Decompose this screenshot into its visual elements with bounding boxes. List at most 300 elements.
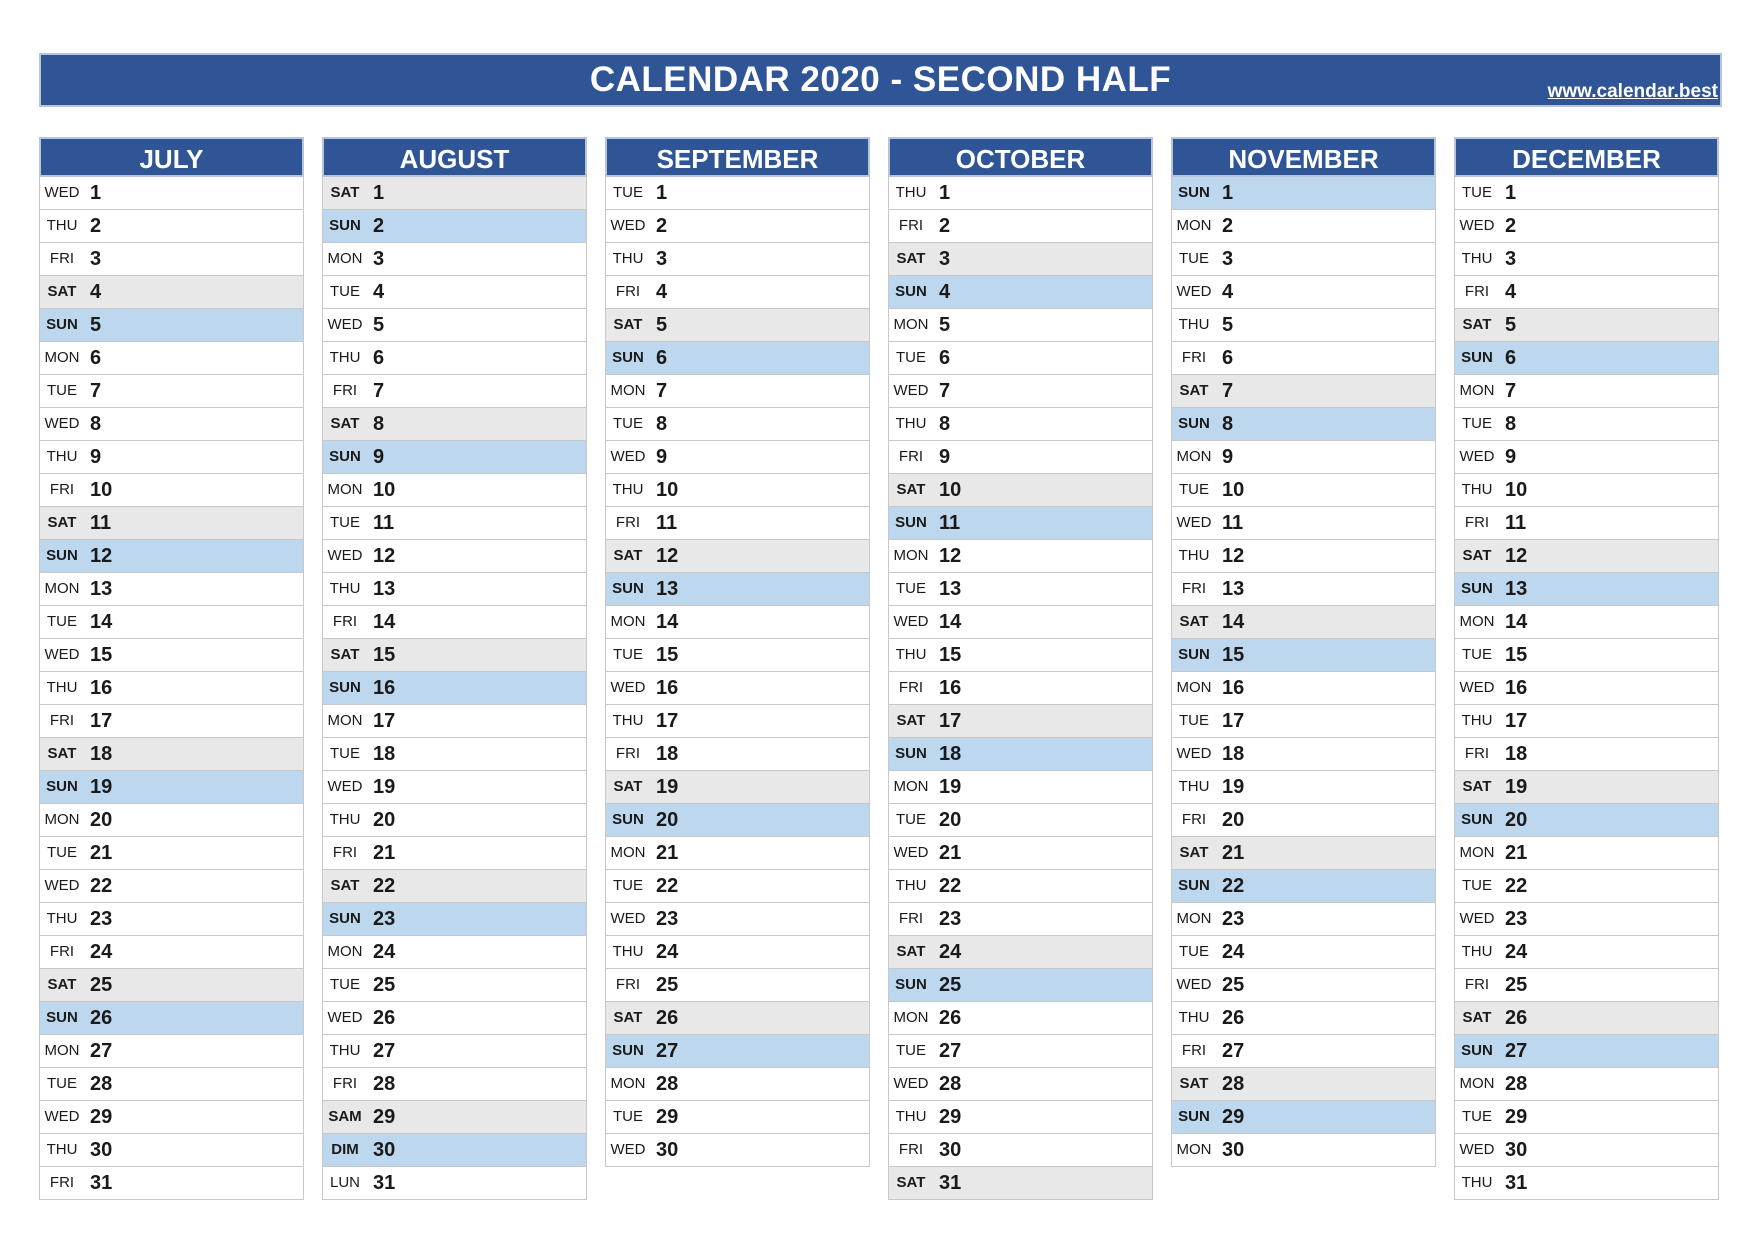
day-number: 7 [1505, 380, 1517, 402]
month-column [39, 137, 304, 1200]
page-title-bar [39, 53, 1722, 107]
weekday-label: WED [1176, 283, 1212, 300]
day-number: 10 [939, 479, 962, 501]
weekday-label: FRI [1181, 580, 1207, 597]
day-row [322, 969, 587, 1002]
day-row [322, 276, 587, 309]
weekday-label: WED [1176, 514, 1212, 531]
day-number: 21 [1505, 842, 1528, 864]
day-number: 18 [373, 743, 396, 765]
page-title: CALENDAR 2020 - SECOND HALF [589, 60, 1172, 99]
day-number: 3 [1505, 248, 1517, 270]
day-number: 12 [939, 545, 962, 567]
day-number: 18 [90, 743, 113, 765]
weekday-label: WED [1459, 217, 1495, 234]
weekday-label: TUE [1179, 943, 1209, 960]
day-row [1171, 375, 1436, 408]
day-row [605, 342, 870, 375]
weekday-label: FRI [898, 1141, 924, 1158]
weekday-label: WED [327, 316, 363, 333]
day-number: 18 [656, 743, 679, 765]
weekday-label: SUN [46, 316, 78, 333]
weekday-label: SUN [329, 910, 361, 927]
weekday-label: FRI [1181, 811, 1207, 828]
weekday-label: THU [1178, 1009, 1210, 1026]
weekday-label: SAT [1462, 547, 1492, 564]
day-row [39, 474, 304, 507]
day-number: 5 [90, 314, 102, 336]
day-number: 2 [656, 215, 668, 237]
day-row [605, 408, 870, 441]
day-row [1171, 1002, 1436, 1035]
day-number: 17 [90, 710, 113, 732]
day-row [1171, 507, 1436, 540]
weekday-label: THU [46, 1141, 78, 1158]
day-number: 18 [1222, 743, 1245, 765]
day-row [1454, 837, 1719, 870]
day-row [605, 441, 870, 474]
weekday-label: SAT [613, 1009, 643, 1026]
day-number: 2 [939, 215, 951, 237]
day-row [1171, 738, 1436, 771]
day-row [1171, 573, 1436, 606]
weekday-label: WED [44, 877, 80, 894]
weekday-label: THU [1178, 547, 1210, 564]
day-row [39, 1035, 304, 1068]
day-row [1454, 375, 1719, 408]
day-number: 7 [939, 380, 951, 402]
weekday-label: THU [1461, 1174, 1493, 1191]
day-row [1454, 639, 1719, 672]
weekday-label: MON [610, 613, 646, 630]
day-number: 22 [1222, 875, 1245, 897]
weekday-label: THU [1461, 250, 1493, 267]
day-number: 24 [90, 941, 113, 963]
day-number: 10 [656, 479, 679, 501]
day-row [605, 177, 870, 210]
day-row [888, 672, 1153, 705]
day-number: 9 [90, 446, 102, 468]
day-number: 28 [90, 1073, 113, 1095]
weekday-label: MON [610, 382, 646, 399]
day-number: 5 [373, 314, 385, 336]
day-number: 28 [373, 1073, 396, 1095]
day-number: 29 [373, 1106, 396, 1128]
day-row [888, 507, 1153, 540]
day-row [1171, 276, 1436, 309]
day-number: 29 [939, 1106, 962, 1128]
day-row [322, 474, 587, 507]
day-row [1454, 342, 1719, 375]
day-number: 3 [939, 248, 951, 270]
day-number: 5 [1505, 314, 1517, 336]
day-row [888, 606, 1153, 639]
weekday-label: WED [1459, 679, 1495, 696]
day-number: 25 [90, 974, 113, 996]
weekday-label: MON [327, 481, 363, 498]
weekday-label: FRI [332, 1075, 358, 1092]
weekday-label: THU [46, 910, 78, 927]
weekday-label: TUE [330, 976, 360, 993]
weekday-label: TUE [1179, 250, 1209, 267]
day-number: 21 [373, 842, 396, 864]
weekday-label: SAT [1462, 316, 1492, 333]
weekday-label: TUE [613, 1108, 643, 1125]
day-number: 29 [1505, 1106, 1528, 1128]
day-number: 7 [373, 380, 385, 402]
day-row [322, 672, 587, 705]
day-number: 20 [1505, 809, 1528, 831]
weekday-label: FRI [49, 250, 75, 267]
day-number: 4 [90, 281, 102, 303]
day-number: 13 [373, 578, 396, 600]
day-number: 13 [939, 578, 962, 600]
day-number: 5 [939, 314, 951, 336]
weekday-label: WED [893, 844, 929, 861]
month-column [1454, 137, 1719, 1200]
day-number: 27 [1505, 1040, 1528, 1062]
weekday-label: WED [610, 1141, 646, 1158]
day-number: 16 [939, 677, 962, 699]
weekday-label: MON [44, 580, 80, 597]
weekday-label: FRI [1464, 514, 1490, 531]
day-number: 23 [90, 908, 113, 930]
day-row [605, 276, 870, 309]
day-row [322, 342, 587, 375]
day-number: 6 [939, 347, 951, 369]
day-number: 12 [656, 545, 679, 567]
day-number: 25 [1222, 974, 1245, 996]
weekday-label: THU [1461, 712, 1493, 729]
day-number: 5 [656, 314, 668, 336]
day-row [605, 1134, 870, 1167]
weekday-label: SUN [329, 217, 361, 234]
day-row [605, 243, 870, 276]
day-number: 9 [656, 446, 668, 468]
weekday-label: WED [44, 1108, 80, 1125]
day-row [605, 969, 870, 1002]
weekday-label: SAT [1179, 844, 1209, 861]
weekday-label: WED [1459, 448, 1495, 465]
weekday-label: THU [895, 415, 927, 432]
weekday-label: MON [327, 943, 363, 960]
weekday-label: SUN [612, 1042, 644, 1059]
weekday-label: FRI [49, 481, 75, 498]
weekday-label: SAT [613, 316, 643, 333]
day-row [1454, 507, 1719, 540]
day-number: 13 [90, 578, 113, 600]
weekday-label: SUN [1178, 415, 1210, 432]
day-row [605, 210, 870, 243]
day-row [1171, 177, 1436, 210]
day-number: 1 [1222, 182, 1234, 204]
day-row [39, 309, 304, 342]
month-header: DECEMBER [1454, 137, 1719, 177]
day-number: 26 [1222, 1007, 1245, 1029]
day-number: 26 [939, 1007, 962, 1029]
day-number: 7 [656, 380, 668, 402]
weekday-label: WED [327, 1009, 363, 1026]
weekday-label: WED [610, 448, 646, 465]
day-row [605, 573, 870, 606]
day-row [1454, 1134, 1719, 1167]
day-number: 3 [1222, 248, 1234, 270]
weekday-label: SUN [329, 448, 361, 465]
day-row [39, 210, 304, 243]
day-row [888, 243, 1153, 276]
weekday-label: THU [895, 646, 927, 663]
weekday-label: SUN [895, 283, 927, 300]
day-number: 10 [373, 479, 396, 501]
day-row [1454, 1167, 1719, 1200]
day-number: 11 [90, 512, 112, 534]
weekday-label: FRI [898, 448, 924, 465]
day-row [605, 1101, 870, 1134]
day-row [1454, 606, 1719, 639]
weekday-label: SUN [46, 1009, 78, 1026]
day-row [605, 540, 870, 573]
weekday-label: SAT [47, 976, 77, 993]
weekday-label: TUE [613, 646, 643, 663]
weekday-label: SUN [895, 976, 927, 993]
day-number: 16 [1505, 677, 1528, 699]
day-number: 21 [90, 842, 113, 864]
day-number: 11 [1222, 512, 1244, 534]
day-number: 20 [90, 809, 113, 831]
weekday-label: TUE [1462, 184, 1492, 201]
day-row [1171, 705, 1436, 738]
weekday-label: TUE [613, 415, 643, 432]
day-number: 6 [1505, 347, 1517, 369]
day-number: 28 [1222, 1073, 1245, 1095]
day-row [1454, 309, 1719, 342]
weekday-label: SAM [328, 1108, 362, 1125]
day-number: 14 [373, 611, 396, 633]
weekday-label: SUN [612, 349, 644, 366]
day-number: 9 [373, 446, 385, 468]
day-number: 17 [1505, 710, 1528, 732]
weekday-label: THU [46, 448, 78, 465]
day-row [605, 870, 870, 903]
day-number: 25 [939, 974, 962, 996]
day-number: 30 [656, 1139, 679, 1161]
weekday-label: FRI [898, 217, 924, 234]
weekday-label: WED [44, 646, 80, 663]
weekday-label: FRI [1181, 1042, 1207, 1059]
weekday-label: WED [893, 382, 929, 399]
day-number: 22 [656, 875, 679, 897]
day-row [322, 375, 587, 408]
day-row [605, 804, 870, 837]
day-number: 10 [90, 479, 113, 501]
weekday-label: FRI [1464, 283, 1490, 300]
day-row [39, 738, 304, 771]
weekday-label: SUN [895, 745, 927, 762]
day-row [1171, 903, 1436, 936]
day-number: 30 [1222, 1139, 1245, 1161]
weekday-label: SAT [1179, 382, 1209, 399]
day-row [322, 837, 587, 870]
day-row [1454, 771, 1719, 804]
day-number: 12 [90, 545, 113, 567]
day-row [1171, 1134, 1436, 1167]
weekday-label: TUE [896, 1042, 926, 1059]
day-row [322, 705, 587, 738]
day-row [888, 1167, 1153, 1200]
day-row [39, 1068, 304, 1101]
day-number: 14 [656, 611, 679, 633]
day-row [888, 903, 1153, 936]
weekday-label: SAT [47, 514, 77, 531]
day-number: 15 [656, 644, 679, 666]
weekday-label: SUN [1461, 349, 1493, 366]
day-row [1171, 1101, 1436, 1134]
day-number: 29 [1222, 1106, 1245, 1128]
day-row [888, 540, 1153, 573]
weekday-label: SAT [896, 943, 926, 960]
day-row [888, 276, 1153, 309]
weekday-label: THU [46, 217, 78, 234]
weekday-label: LUN [329, 1174, 360, 1191]
day-number: 14 [1222, 611, 1245, 633]
day-row [322, 1002, 587, 1035]
day-row [1171, 606, 1436, 639]
day-number: 2 [373, 215, 385, 237]
day-number: 19 [1222, 776, 1245, 798]
weekday-label: WED [327, 547, 363, 564]
weekday-label: MON [893, 316, 929, 333]
day-number: 17 [373, 710, 396, 732]
weekday-label: SUN [1461, 1042, 1493, 1059]
weekday-label: THU [612, 943, 644, 960]
day-number: 26 [1505, 1007, 1528, 1029]
weekday-label: TUE [1462, 1108, 1492, 1125]
weekday-label: TUE [896, 580, 926, 597]
weekday-label: SAT [896, 481, 926, 498]
day-row [605, 771, 870, 804]
day-number: 6 [373, 347, 385, 369]
day-number: 22 [373, 875, 396, 897]
day-row [888, 309, 1153, 342]
day-number: 11 [939, 512, 961, 534]
day-number: 19 [939, 776, 962, 798]
day-number: 11 [373, 512, 395, 534]
weekday-label: MON [1459, 844, 1495, 861]
weekday-label: SUN [612, 580, 644, 597]
month-column [888, 137, 1153, 1200]
day-row [39, 573, 304, 606]
weekday-label: SUN [1178, 184, 1210, 201]
weekday-label: TUE [47, 613, 77, 630]
weekday-label: MON [1459, 613, 1495, 630]
day-row [605, 474, 870, 507]
day-row [1171, 408, 1436, 441]
day-row [1171, 474, 1436, 507]
day-row [1454, 1035, 1719, 1068]
day-row [1171, 870, 1436, 903]
day-row [605, 936, 870, 969]
weekday-label: FRI [332, 844, 358, 861]
day-row [39, 969, 304, 1002]
day-row [39, 1101, 304, 1134]
day-row [1454, 243, 1719, 276]
weekday-label: FRI [1464, 976, 1490, 993]
weekday-label: WED [44, 415, 80, 432]
day-row [322, 903, 587, 936]
day-row [605, 705, 870, 738]
weekday-label: SUN [46, 547, 78, 564]
day-number: 30 [90, 1139, 113, 1161]
day-number: 28 [939, 1073, 962, 1095]
weekday-label: THU [329, 811, 361, 828]
day-row [888, 342, 1153, 375]
weekday-label: FRI [332, 382, 358, 399]
day-number: 21 [939, 842, 962, 864]
day-row [1454, 969, 1719, 1002]
weekday-label: SAT [1179, 613, 1209, 630]
weekday-label: WED [610, 679, 646, 696]
day-number: 24 [1505, 941, 1528, 963]
day-row [1171, 639, 1436, 672]
day-row [39, 408, 304, 441]
weekday-label: MON [327, 712, 363, 729]
day-row [1171, 210, 1436, 243]
day-number: 16 [656, 677, 679, 699]
weekday-label: THU [329, 1042, 361, 1059]
day-row [39, 1134, 304, 1167]
day-row [1454, 1068, 1719, 1101]
weekday-label: SUN [1178, 877, 1210, 894]
day-row [1454, 540, 1719, 573]
weekday-label: SUN [1461, 811, 1493, 828]
day-row [888, 1101, 1153, 1134]
weekday-label: MON [1176, 217, 1212, 234]
weekday-label: SAT [330, 184, 360, 201]
weekday-label: THU [46, 679, 78, 696]
day-number: 6 [1222, 347, 1234, 369]
day-row [39, 1002, 304, 1035]
day-number: 19 [90, 776, 113, 798]
day-number: 9 [1505, 446, 1517, 468]
day-row [1171, 441, 1436, 474]
day-row [888, 210, 1153, 243]
day-number: 14 [90, 611, 113, 633]
day-row [39, 375, 304, 408]
day-row [888, 969, 1153, 1002]
day-row [1171, 309, 1436, 342]
weekday-label: SAT [330, 646, 360, 663]
day-number: 25 [373, 974, 396, 996]
day-number: 30 [939, 1139, 962, 1161]
day-number: 29 [90, 1106, 113, 1128]
day-row [888, 1134, 1153, 1167]
weekday-label: SAT [896, 1174, 926, 1191]
day-row [322, 243, 587, 276]
day-row [39, 1167, 304, 1200]
month-column [605, 137, 870, 1167]
weekday-label: TUE [896, 349, 926, 366]
weekday-label: SUN [1461, 580, 1493, 597]
weekday-label: THU [895, 877, 927, 894]
day-row [888, 1035, 1153, 1068]
day-row [605, 903, 870, 936]
day-row [322, 441, 587, 474]
site-link[interactable]: www.calendar.best [1547, 81, 1718, 102]
day-number: 11 [1505, 512, 1527, 534]
day-number: 1 [90, 182, 102, 204]
weekday-label: MON [610, 1075, 646, 1092]
weekday-label: WED [327, 778, 363, 795]
